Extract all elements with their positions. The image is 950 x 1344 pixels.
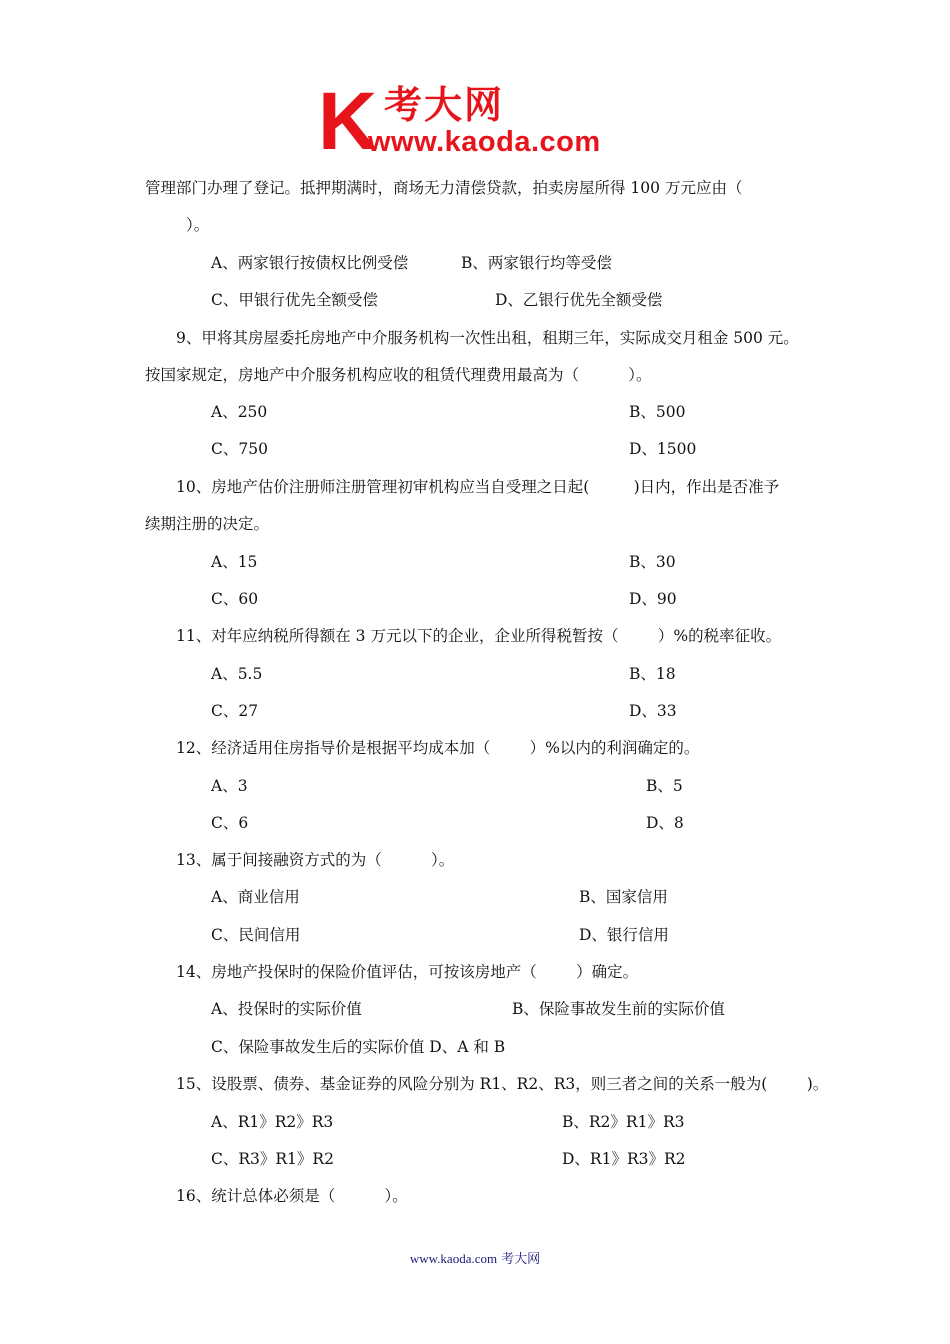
q12-option-d: D、8 bbox=[646, 814, 684, 832]
q10-option-b: B、30 bbox=[629, 553, 676, 571]
kaoda-logo bbox=[318, 76, 638, 167]
q15-option-d: D、R1》R3》R2 bbox=[562, 1150, 686, 1168]
q11-option-d: D、33 bbox=[629, 702, 677, 720]
q9-option-a: A、250 bbox=[211, 403, 268, 421]
q12-option-a: A、3 bbox=[211, 777, 248, 795]
q14-option-b: B、保险事故发生前的实际价值 bbox=[512, 1000, 725, 1018]
q15-option-c: C、R3》R1》R2 bbox=[211, 1150, 334, 1168]
q9-option-b: B、500 bbox=[629, 403, 686, 421]
question-15: 15、设股票、债券、基金证券的风险分别为 R1、R2、R3，则三者之间的关系一般为( )。 bbox=[176, 1075, 829, 1093]
question-9-line-1: 9、甲将其房屋委托房地产中介服务机构一次性出租，租期三年，实际成交月租金 500 元。 bbox=[176, 329, 799, 347]
page-footer bbox=[0, 1248, 950, 1267]
q8-option-a: A、两家银行按债权比例受偿 bbox=[211, 254, 409, 272]
q8-option-d: D、乙银行优先全额受偿 bbox=[495, 291, 663, 309]
question-10-line-1: 10、房地产估价注册师注册管理初审机构应当自受理之日起( )日内，作出是否准予 bbox=[176, 478, 780, 496]
q13-option-b: B、国家信用 bbox=[579, 888, 668, 906]
q13-option-c: C、民间信用 bbox=[211, 926, 301, 944]
q8-option-b: B、两家银行均等受偿 bbox=[461, 254, 612, 272]
q15-option-a: A、R1》R2》R3 bbox=[211, 1113, 334, 1131]
q12-option-b: B、5 bbox=[646, 777, 683, 795]
q11-option-c: C、27 bbox=[211, 702, 259, 720]
question-14: 14、房地产投保时的保险价值评估，可按该房地产（ ）确定。 bbox=[176, 963, 639, 981]
question-16: 16、统计总体必须是（ ）。 bbox=[176, 1187, 408, 1205]
q9-option-c: C、750 bbox=[211, 440, 268, 458]
logo-url: www.kaoda.com bbox=[368, 126, 601, 158]
q14-option-a: A、投保时的实际价值 bbox=[211, 1000, 362, 1018]
q11-option-a: A、5.5 bbox=[211, 665, 263, 683]
q13-option-a: A、商业信用 bbox=[211, 888, 300, 906]
paragraph-q8-cont: 管理部门办理了登记。抵押期满时，商场无力清偿贷款，拍卖房屋所得 100 万元应由（ bbox=[145, 179, 743, 197]
question-10-line-2: 续期注册的决定。 bbox=[145, 515, 270, 533]
logo-name: 考大网 bbox=[384, 83, 505, 127]
q14-option-c-d: C、保险事故发生后的实际价值 D、A 和 B bbox=[211, 1038, 506, 1056]
footer-site-name: 考大网 bbox=[501, 1251, 541, 1266]
q10-option-d: D、90 bbox=[629, 590, 677, 608]
paragraph-q8-end: ）。 bbox=[186, 216, 210, 234]
logo-k-mark: K bbox=[318, 76, 376, 167]
q10-option-c: C、60 bbox=[211, 590, 259, 608]
question-13: 13、属于间接融资方式的为（ ）。 bbox=[176, 851, 455, 869]
footer-url-link[interactable]: www.kaoda.com bbox=[409, 1251, 498, 1266]
question-11: 11、对年应纳税所得额在 3 万元以下的企业，企业所得税暂按（ ）%的税率征收。 bbox=[176, 627, 782, 645]
question-12: 12、经济适用住房指导价是根据平均成本加（ ）%以内的利润确定的。 bbox=[176, 739, 700, 757]
q11-option-b: B、18 bbox=[629, 665, 676, 683]
question-9-line-2: 按国家规定，房地产中介服务机构应收的租赁代理费用最高为（ ）。 bbox=[145, 366, 652, 384]
q12-option-c: C、6 bbox=[211, 814, 249, 832]
q10-option-a: A、15 bbox=[211, 553, 258, 571]
q9-option-d: D、1500 bbox=[629, 440, 697, 458]
q15-option-b: B、R2》R1》R3 bbox=[562, 1113, 685, 1131]
q13-option-d: D、银行信用 bbox=[579, 926, 669, 944]
q8-option-c: C、甲银行优先全额受偿 bbox=[211, 291, 378, 309]
